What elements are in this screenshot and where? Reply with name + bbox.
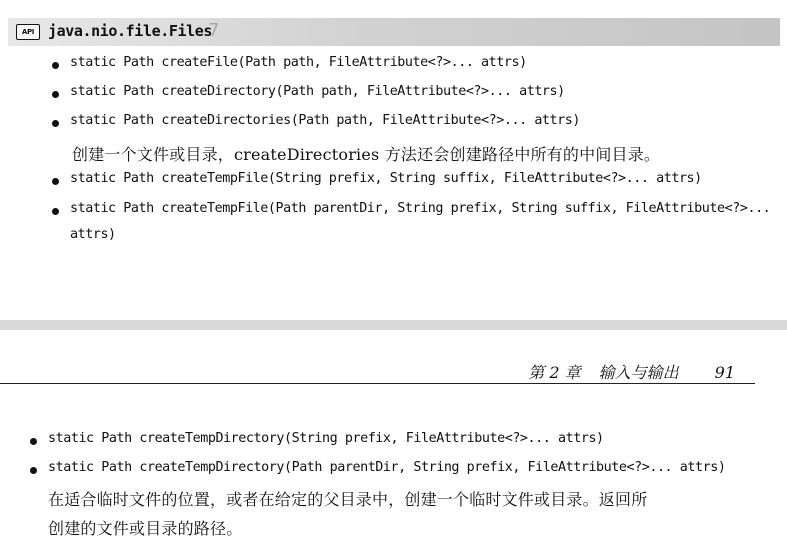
method-signature: static Path createTempFile(Path parentDir, String prefix, String suffix, FileAttribute<?>... — [70, 201, 771, 216]
bullet-icon — [52, 178, 59, 185]
page-gap — [0, 320, 787, 330]
method-signature: static Path createFile(Path path, FileAttribute<?>... attrs) — [70, 55, 527, 70]
bullet-icon — [30, 438, 37, 445]
api-version: 7 — [208, 20, 220, 41]
method-signature: static Path createTempFile(String prefix, String suffix, FileAttribute<?>... attrs) — [70, 171, 702, 186]
bullet-icon — [52, 62, 59, 69]
method-signature: static Path createDirectory(Path path, FileAttribute<?>... attrs) — [70, 84, 565, 99]
method-signature-continuation: attrs) — [70, 227, 116, 242]
method-signature: static Path createTempDirectory(Path parentDir, String prefix, FileAttribute<?>... attrs) — [48, 460, 726, 475]
method-description: 创建一个文件或目录，createDirectories 方法还会创建路径中所有的中间目录。 — [72, 145, 661, 164]
api-header — [8, 18, 780, 46]
chapter-title: 输入与输出 — [598, 363, 679, 382]
bullet-icon — [52, 208, 59, 215]
bullet-icon — [52, 91, 59, 98]
bullet-icon — [52, 120, 59, 127]
method-description: 在适合临时文件的位置，或者在给定的父目录中，创建一个临时文件或目录。返回所 — [48, 490, 648, 509]
bullet-icon — [30, 467, 37, 474]
bottom-page — [0, 330, 787, 550]
header-rule — [0, 383, 755, 384]
chapter-number: 第 2 章 — [528, 363, 581, 382]
method-signature: static Path createTempDirectory(String prefix, FileAttribute<?>... attrs) — [48, 431, 604, 446]
api-class-name: java.nio.file.Files — [48, 22, 212, 40]
method-description-line2: 创建的文件或目录的路径。 — [48, 519, 243, 538]
page-number: 91 — [714, 363, 735, 382]
running-head — [528, 360, 735, 383]
method-signature: static Path createDirectories(Path path, FileAttribute<?>... attrs) — [70, 113, 580, 128]
api-badge-icon: API — [16, 24, 40, 40]
